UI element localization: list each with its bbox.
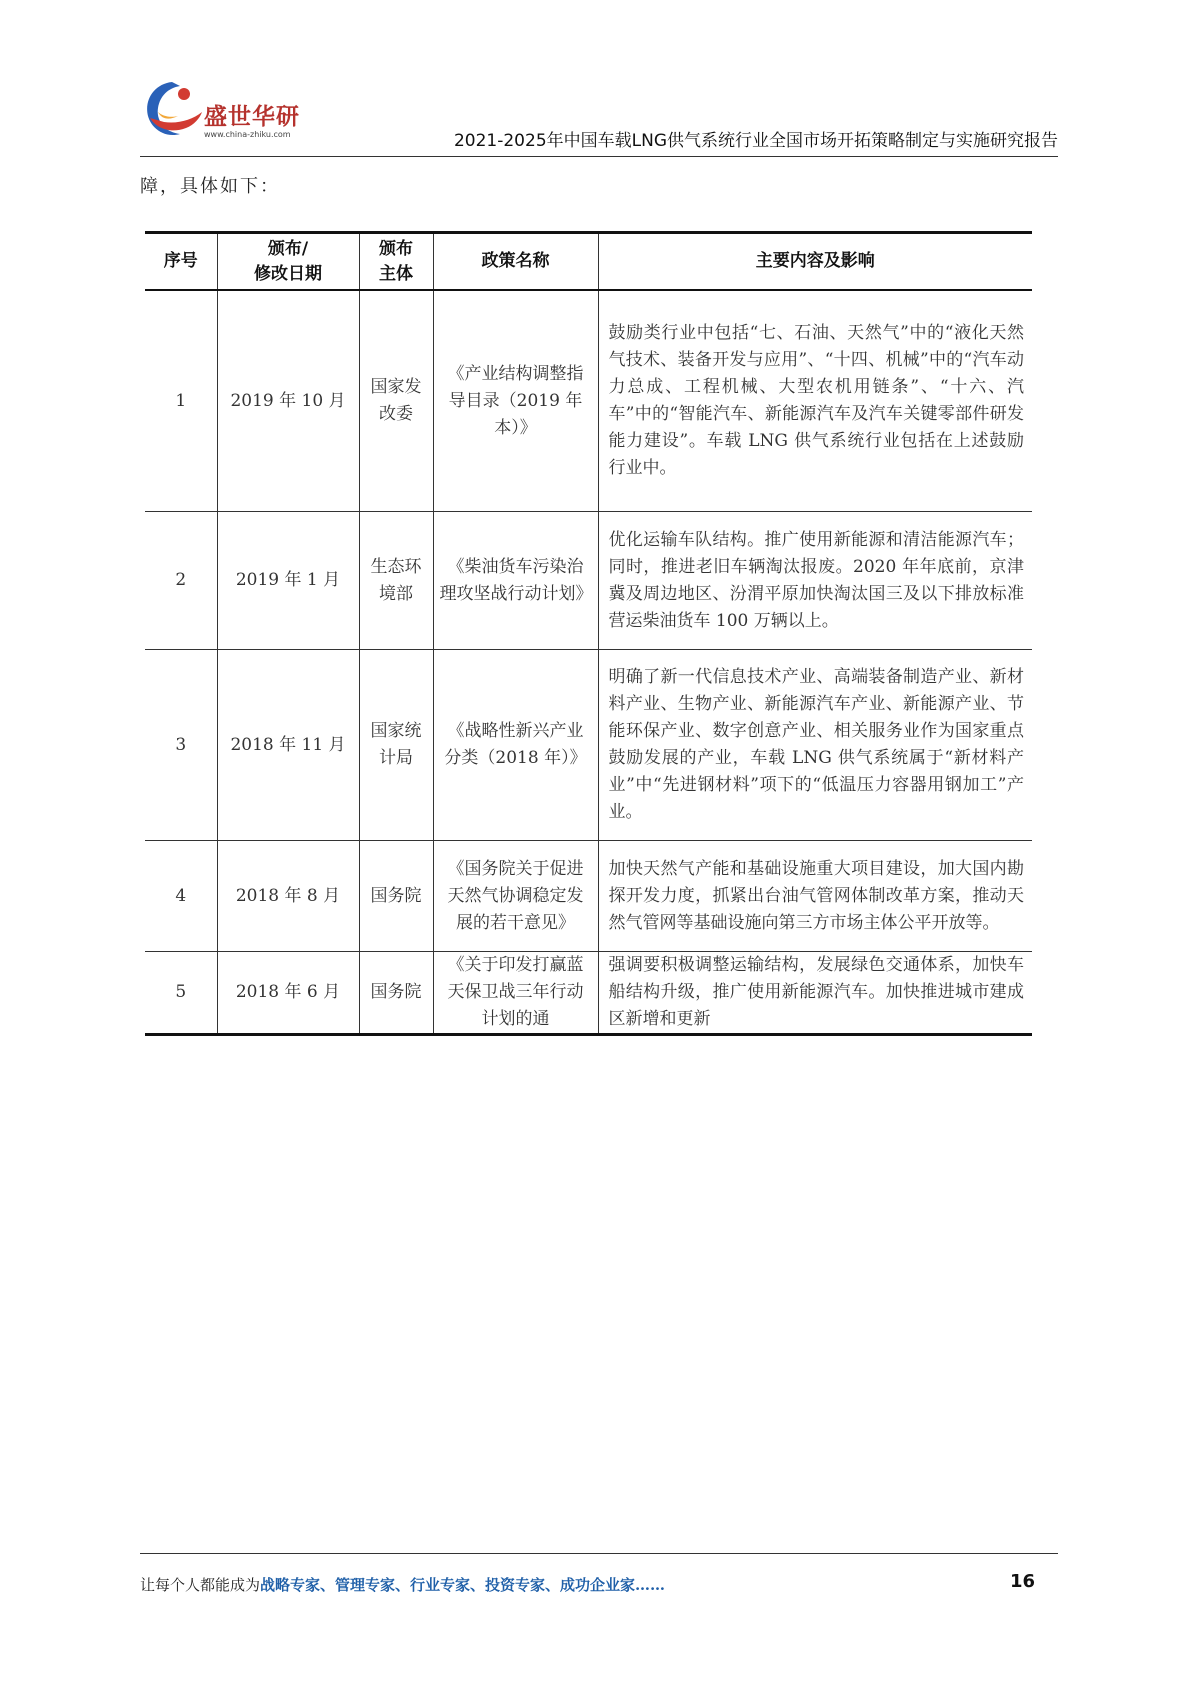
cell-no: 5 [145,952,217,1035]
header-content: 主要内容及影响 [598,233,1032,291]
cell-policy: 《柴油货车污染治理攻坚战行动计划》 [433,512,598,650]
header-date-line1: 颁布/ [267,238,309,259]
cell-issuer: 国家统计局 [359,650,433,841]
cell-content: 加快天然气产能和基础设施重大项目建设，加大国内勘探开发力度，抓紧出台油气管网体制改革方案，推动天然气管网等基础设施向第三方市场主体公平开放等。 [598,841,1032,952]
header-issuer-line1: 颁布 [379,238,413,259]
cell-policy: 《国务院关于促进天然气协调稳定发展的若干意见》 [433,841,598,952]
cell-date: 2018 年 6 月 [217,952,359,1035]
header-policy: 政策名称 [433,233,598,291]
cell-date: 2018 年 8 月 [217,841,359,952]
page-number: 16 [1010,1571,1036,1592]
table-row [145,650,1032,841]
intro-text: 障，具体如下： [140,176,280,197]
table-row [145,952,1032,1035]
cell-date: 2018 年 11 月 [217,650,359,841]
report-title: 2021-2025年中国车载LNG供气系统行业全国市场开拓策略制定与实施研究报告 [453,131,1058,151]
cell-issuer: 生态环境部 [359,512,433,650]
table-header-row [145,233,1032,291]
cell-date: 2019 年 1 月 [217,512,359,650]
header-divider [140,156,1058,157]
table-row [145,512,1032,650]
cell-content: 强调要积极调整运输结构，发展绿色交通体系，加快车船结构升级，推广使用新能源汽车。加快推进城市建成区新增和更新 [598,952,1032,1035]
footer-divider [140,1553,1058,1554]
page-header [140,78,1058,158]
table-row [145,290,1032,512]
header-date-line2: 修改日期 [254,263,322,284]
footer-slogan [140,1574,665,1595]
cell-policy: 《战略性新兴产业分类（2018 年）》 [433,650,598,841]
cell-issuer: 国务院 [359,952,433,1035]
cell-issuer: 国务院 [359,841,433,952]
cell-content: 鼓励类行业中包括“七、石油、天然气”中的“液化天然气技术、装备开发与应用”、“十四、机械”中的“汽车动力总成、工程机械、大型农机用链条”、“十六、汽车”中的“智能汽车、新能源汽车及汽车关键零部件研发能力建设”。车载 LNG 供气系统行业包括在上述鼓励行业中。 [598,290,1032,512]
policy-table [145,231,1032,1036]
cell-policy: 《产业结构调整指导目录（2019 年本）》 [433,290,598,512]
logo-name: 盛世华研 [204,104,300,130]
header-issuer [359,233,433,291]
cell-policy: 《关于印发打赢蓝天保卫战三年行动计划的通 [433,952,598,1035]
cell-date: 2019 年 10 月 [217,290,359,512]
cell-no: 2 [145,512,217,650]
header-no: 序号 [145,233,217,291]
logo-url: www.china-zhiku.com [204,130,291,139]
header-date [217,233,359,291]
cell-content: 优化运输车队结构。推广使用新能源和清洁能源汽车；同时，推进老旧车辆淘汰报废。2020 年年底前，京津冀及周边地区、汾渭平原加快淘汰国三及以下排放标准营运柴油货车 100 万辆以上。 [598,512,1032,650]
cell-no: 4 [145,841,217,952]
cell-no: 3 [145,650,217,841]
slogan-highlight: 战略专家、管理专家、行业专家、投资专家、成功企业家…… [260,1576,666,1594]
cell-no: 1 [145,290,217,512]
logo-swoosh-icon [140,78,204,142]
header-issuer-line2: 主体 [379,263,413,284]
company-logo [140,78,320,148]
table-row [145,841,1032,952]
cell-issuer: 国家发改委 [359,290,433,512]
slogan-prefix: 让每个人都能成为 [140,1576,261,1594]
cell-content: 明确了新一代信息技术产业、高端装备制造产业、新材料产业、生物产业、新能源汽车产业、新能源产业、节能环保产业、数字创意产业、相关服务业作为国家重点鼓励发展的产业，车载 LNG 供气系统属于“新材料产业”中“先进钢材料”项下的“低温压力容器用钢加工”产业。 [598,650,1032,841]
